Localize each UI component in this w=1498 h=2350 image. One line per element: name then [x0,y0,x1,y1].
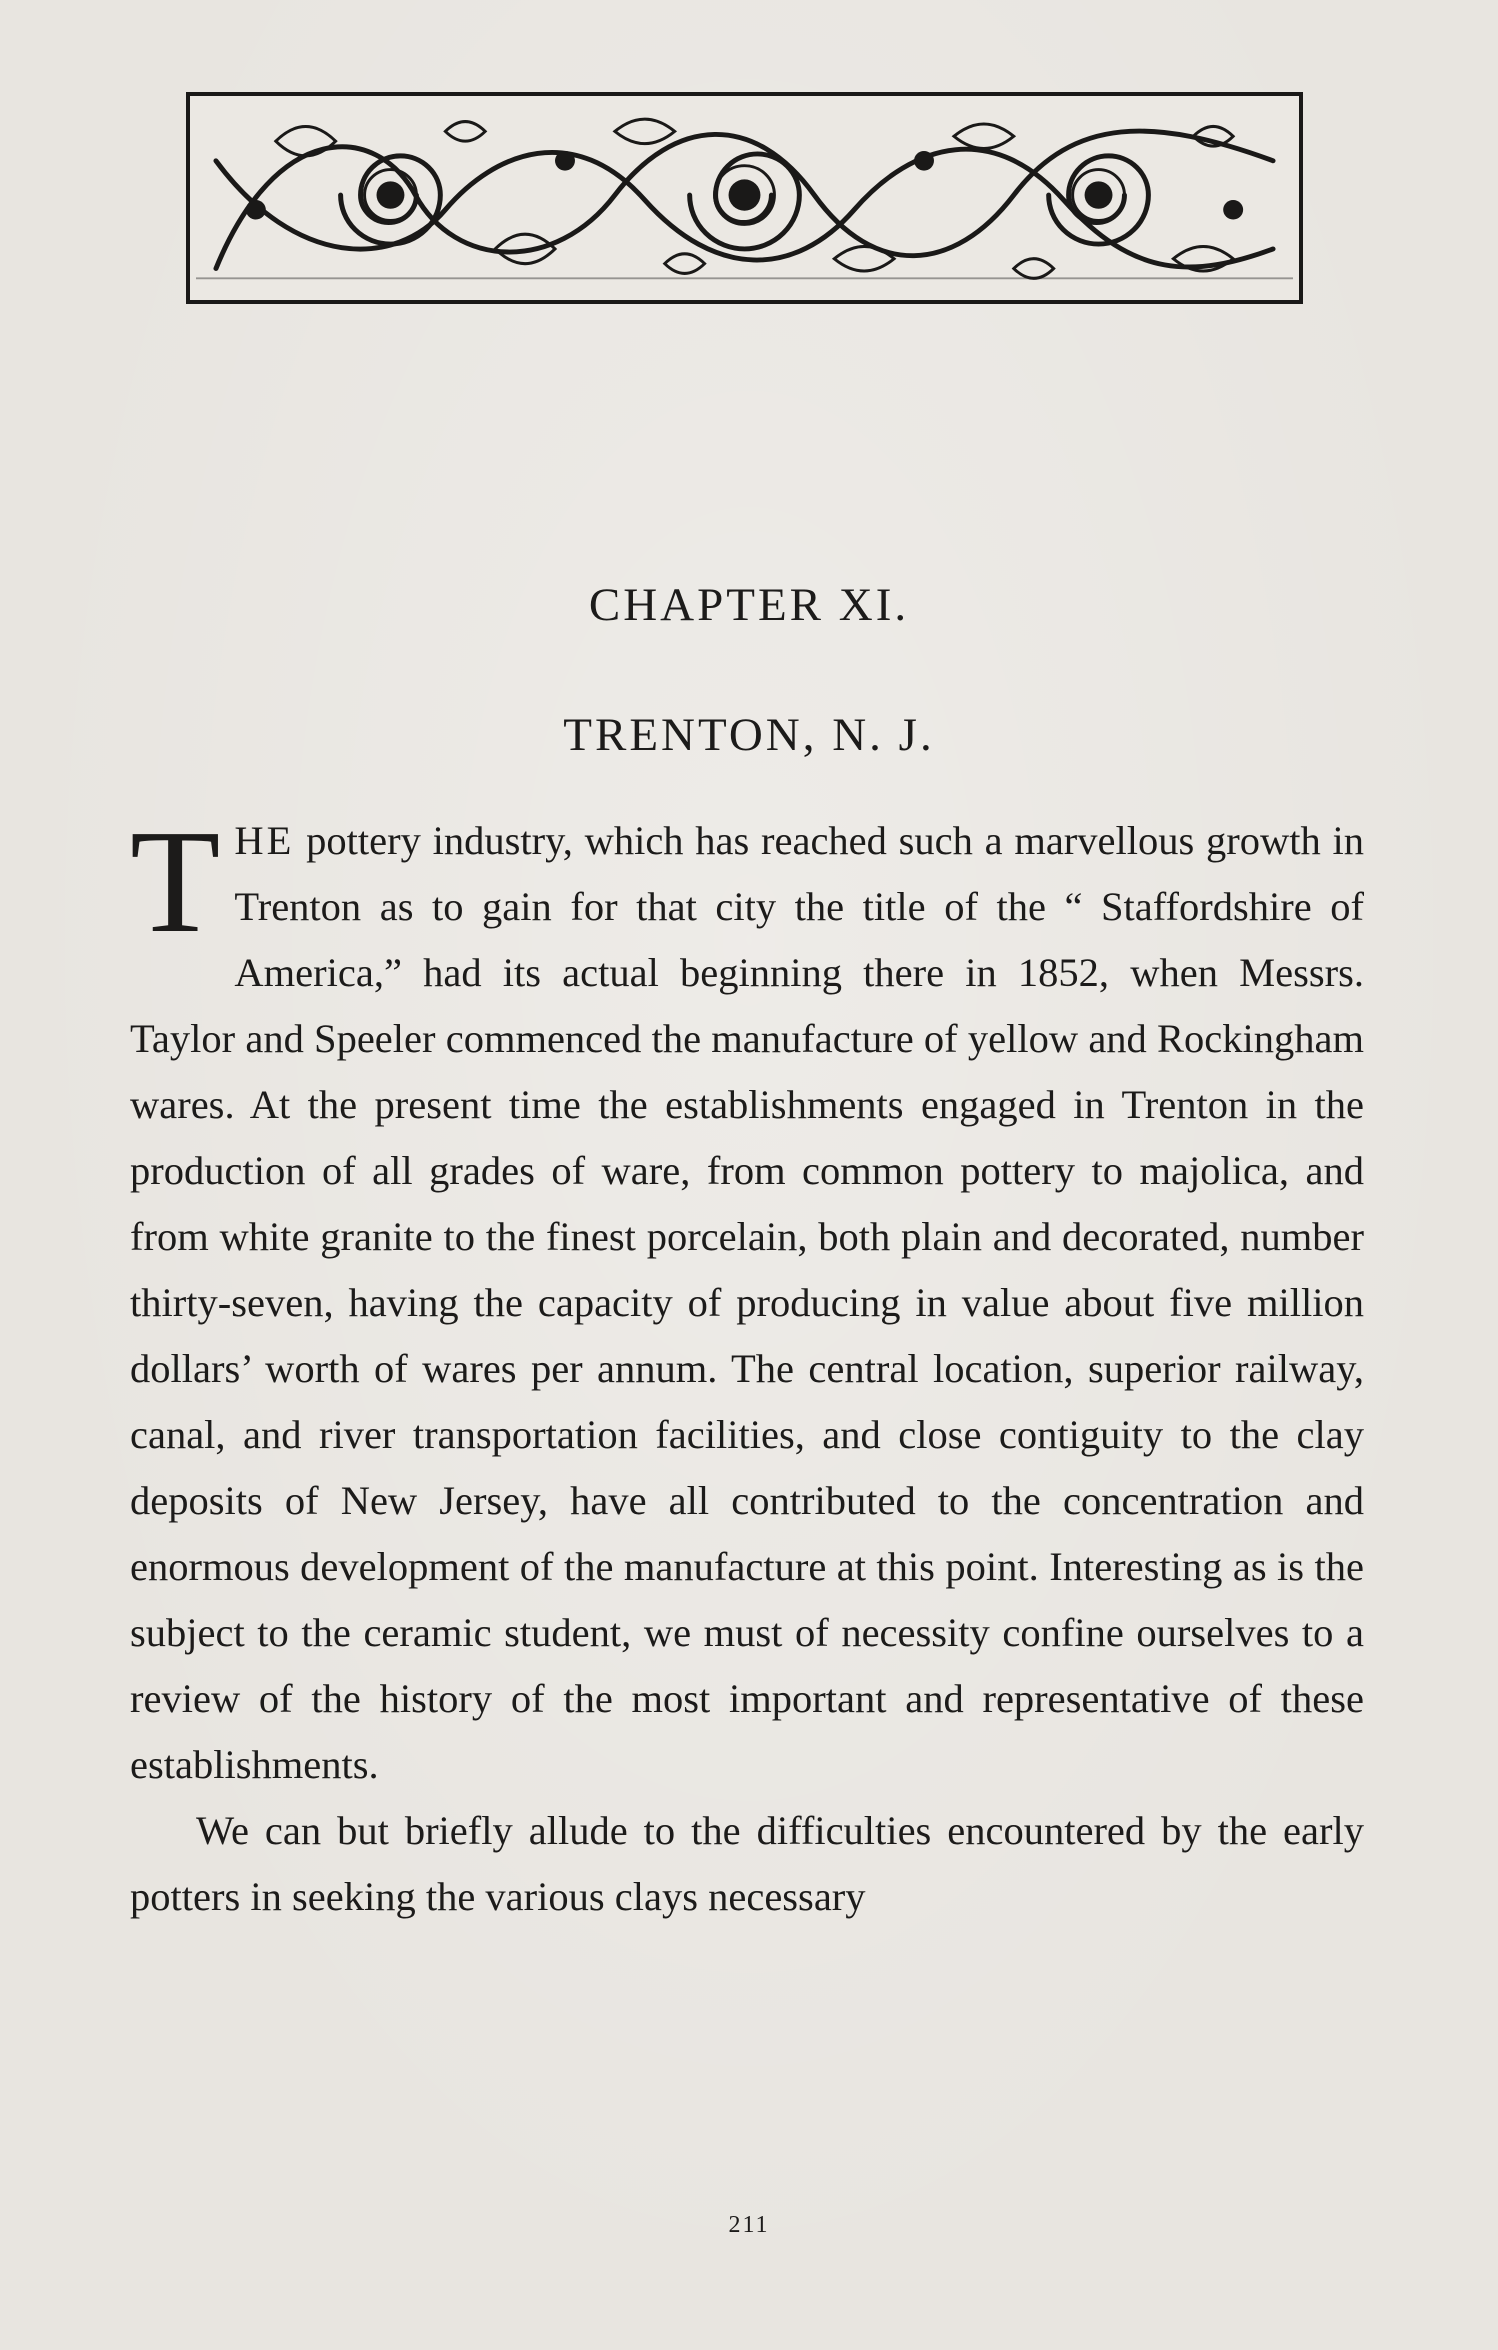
body-text [130,800,1364,1930]
paragraph-1 [130,800,1364,1798]
ornamental-header-band [186,92,1303,304]
paragraph-2: We can but briefly allude to the difficulties encountered by the early potters in seeking the various clays necessary [130,1808,1364,1919]
chapter-title: CHAPTER XI. [588,579,910,631]
paragraph-1-text: pottery industry, which has reached such a marvellous growth in Trenton as to gain for that city the title of the “ Staffordshire of America,” had its actual beginning there in 1852, when Messrs. Taylor and Speeler commenced the manufacture of yellow and Rockingham wares. At the present time the establishments engaged in Trenton in the production of all grades of ware, from common pottery to majolica, and from white granite to the finest porcelain, both plain and decorated, number thirty-seven, having the capacity of producing in value about five million dollars’ worth of wares per annum. The central location, superior railway, canal, and river transportation facilities, and close contiguity to the clay deposits of New Jersey, have all contributed to the concentration and enormous development of the manufacture at this point. Interesting as is the subject to the ceramic student, we must of necessity confine ourselves to a review of the history of the most important and representative of these establishments. [130,818,1364,1787]
section-title: TRENTON, N. J. [563,709,935,761]
page-number: 211 [728,2212,770,2238]
lead-small-caps: HE [234,818,295,863]
floral-vine-ornament-icon [196,102,1293,294]
drop-cap: T [130,800,221,964]
